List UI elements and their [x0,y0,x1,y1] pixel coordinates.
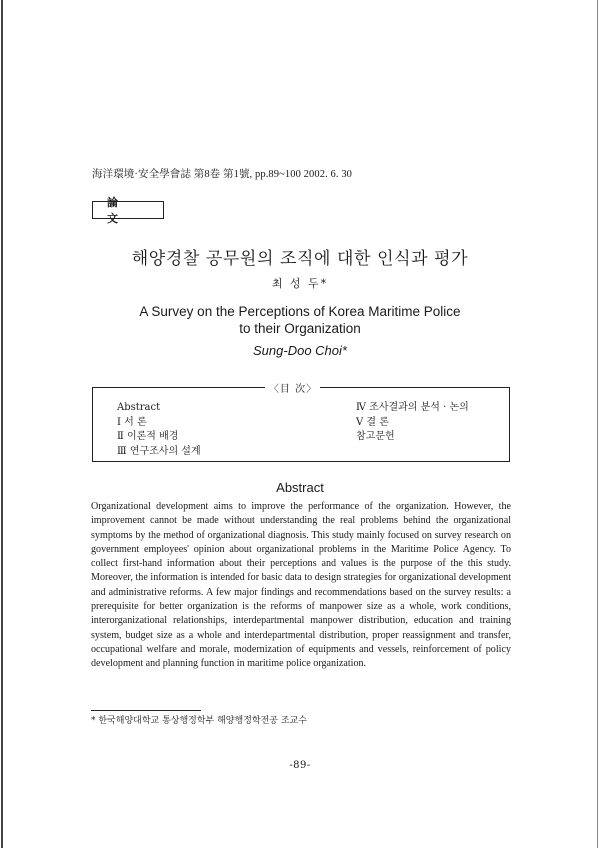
toc-item: 참고문헌 [356,431,395,442]
toc-heading: 〈目 次〉 [268,380,318,395]
toc-item: Ⅱ 이론적 배경 [117,431,179,442]
section-label: 論 文 [92,201,164,219]
author-footnote: * 한국해양대학교 통상행정학부 해양행정학전공 조교수 [91,716,307,726]
toc-item: Ⅲ 연구조사의 설계 [117,445,201,457]
toc-right-column [356,401,469,445]
author-english: Sung-Doo Choi* [253,343,347,358]
abstract-body: Organizational development aims to improve the performance of the organization. However, the improvement cannot be made without understanding the real problems behind the organizational symptoms by the method of organizational diagnosis. This study mainly focused on survey research on government employees' opinion about organizational problems in the Maritime Police Agency. To collect first-hand information about their perceptions and values is the purpose of the this study. Moreover, the information is intended for basic data to design strategies for organizational development and administrative reforms. A few major findings and recommendations based on the survey results: a prerequisite for better organization is the reforms of manpower size as a whole, work conditions, interorganizational relationships, interdepartmental manpower distribution, education and training system, budget size as a whole and interdepartmental distribution, proper reassignment and transfer, occupational welfare and morale, modernization of equipments and vessels, reinforcement of policy development and planning function in maritime police organization. [91,501,511,670]
toc-border-top-left [92,387,265,388]
paper-title-english [0,303,600,337]
paper-title-korean: 해양경찰 공무원의 조직에 대한 인식과 평가 [131,249,469,269]
toc-left-column [117,401,201,459]
page-number: -89- [289,760,311,771]
page-edge-right [597,0,598,848]
toc-item: Ⅴ 결 론 [356,416,389,428]
toc-item: Ⅰ 서 론 [117,416,147,428]
page-edge-left [1,0,3,848]
abstract-heading: Abstract [276,480,324,495]
title-english-line1: A Survey on the Perceptions of Korea Maritime Police [139,304,461,319]
title-english-line2: to their Organization [239,321,361,336]
author-korean: 최 성 두* [271,277,329,290]
toc-border-top-right [320,387,510,388]
toc-item: Ⅳ 조사결과의 분석 · 논의 [356,402,469,413]
journal-header: 海洋環境·安全學會誌 第8卷 第1號, pp.89~100 2002. 6. 30 [92,169,353,180]
footnote-rule [91,710,201,711]
toc-item: Abstract [117,402,161,413]
